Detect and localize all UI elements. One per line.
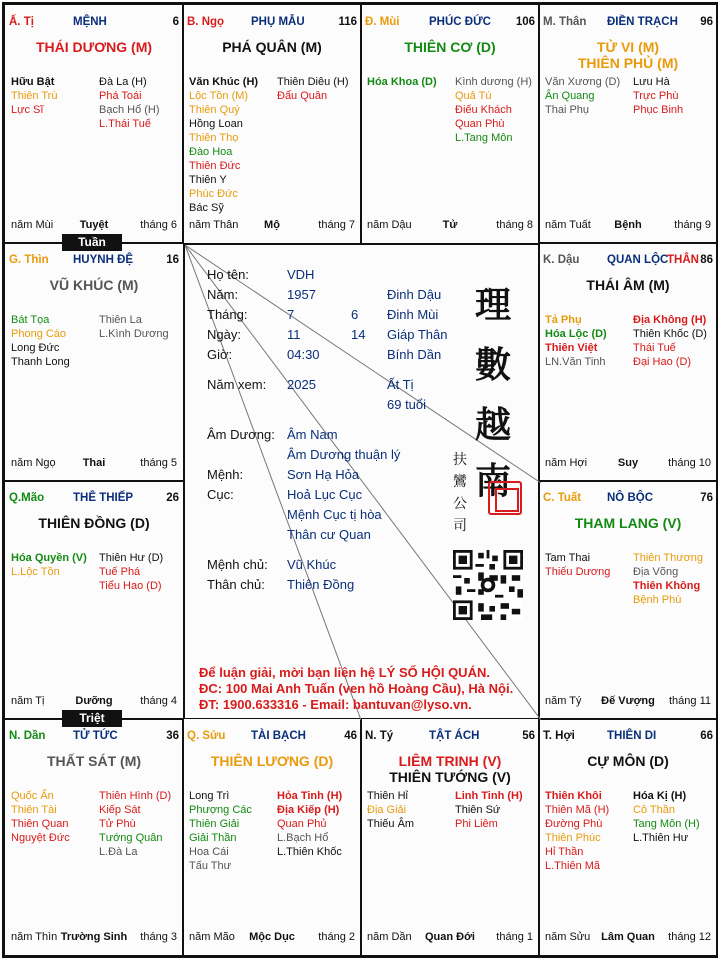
minor-star: Quả Tú	[455, 90, 492, 102]
than-marker: THÂN	[667, 254, 699, 266]
footer-year: năm Dần	[367, 931, 412, 943]
minor-star: Văn Xương (D)	[545, 76, 621, 88]
minor-star: Kiếp Sát	[99, 804, 141, 816]
minor-star: Hóa Kị (H)	[633, 790, 687, 802]
minor-star: L.Kình Dương	[99, 328, 169, 340]
hour-canchi: Bính Dần	[387, 347, 442, 362]
palace-hoi	[538, 718, 718, 956]
dai-han-number: 46	[344, 730, 357, 742]
minor-star: Thiên La	[99, 314, 142, 326]
minor-star: Bác Sỹ	[189, 202, 224, 214]
palace-ty	[360, 718, 540, 956]
year-value: 1957	[287, 287, 316, 302]
can-chi: Q.Mão	[9, 492, 45, 504]
dai-han-number: 66	[700, 730, 713, 742]
minor-star: Lộc Tồn (M)	[189, 90, 249, 102]
month-canchi: Đinh Mùi	[387, 307, 439, 322]
palace-ti	[4, 4, 184, 244]
palace-name: TỬ TỨC	[73, 730, 118, 742]
minor-star: Tướng Quân	[99, 832, 163, 844]
palace-header	[9, 254, 179, 270]
minor-star: Thai Phụ	[545, 104, 590, 116]
dai-han-number: 26	[166, 492, 179, 504]
can-chi: M. Thân	[543, 16, 587, 28]
minor-star: L.Đà La	[99, 846, 138, 858]
footer-year: năm Thân	[189, 219, 239, 231]
menh-label: Mệnh:	[207, 467, 244, 482]
minor-star: Đà La (H)	[99, 76, 147, 88]
minor-star: Phá Toái	[99, 90, 142, 102]
minor-star: Thái Tuế	[633, 342, 676, 354]
footer-stage: Mộc Dục	[249, 931, 295, 943]
minor-stars-left	[367, 75, 437, 89]
palace-footer	[189, 931, 355, 945]
minor-star: Đẩu Quân	[277, 90, 328, 102]
palace-footer	[367, 931, 533, 945]
palace-header	[187, 16, 357, 32]
cuc-value: Hoả Lục Cục	[287, 487, 363, 502]
palace-tuat	[538, 480, 718, 720]
minor-star: Hỉ Thần	[545, 846, 584, 858]
logo-char-1: 理	[475, 284, 512, 326]
minor-star: Thiên Diêu (H)	[277, 76, 349, 88]
palace-footer	[367, 219, 533, 233]
minor-star: Phục Binh	[633, 104, 684, 116]
footer-month: tháng 10	[668, 457, 711, 469]
minor-star: Hồng Loan	[189, 118, 243, 130]
main-star: THÁI ÂM (M)	[586, 277, 670, 293]
menhchu-label: Mệnh chủ:	[207, 557, 268, 572]
minor-star: Nguyệt Đức	[11, 832, 70, 844]
menhchu-value: Vũ Khúc	[287, 557, 337, 572]
view-year-canchi: Ất Tị	[387, 377, 414, 392]
footer-year: năm Dậu	[367, 219, 412, 231]
main-stars	[539, 39, 717, 71]
amduong-value: Âm Nam	[287, 427, 338, 442]
minor-star: Đào Hoa	[189, 146, 233, 158]
palace-header	[543, 730, 713, 746]
minor-star: Địa Kiếp (H)	[277, 804, 340, 816]
palace-footer	[545, 457, 711, 471]
minor-star: Lưu Hà	[633, 76, 670, 88]
palace-header	[543, 16, 713, 32]
minor-star: Thiên Thọ	[189, 132, 239, 144]
hour-label: Giờ:	[207, 347, 233, 362]
view-year-value: 2025	[287, 377, 316, 392]
minor-star: Thanh Long	[11, 356, 70, 368]
minor-star: Thiên Thương	[633, 552, 704, 564]
minor-star: Tuế Phá	[99, 566, 141, 578]
minor-star: LN.Văn Tinh	[545, 356, 606, 368]
footer-stage: Đế Vượng	[601, 695, 655, 707]
palace-than	[538, 4, 718, 244]
footer-month: tháng 6	[140, 219, 177, 231]
minor-stars-left	[545, 551, 610, 579]
contact-line-1: Để luận giải, mời bạn liên hệ LÝ SỐ HỘI QUÁN.	[199, 665, 490, 680]
footer-month: tháng 1	[496, 931, 533, 943]
minor-star: Thiên Khôi	[545, 790, 602, 802]
footer-month: tháng 8	[496, 219, 533, 231]
minor-star: Thiên Không	[633, 580, 701, 592]
minor-star: Địa Không (H)	[633, 314, 707, 326]
main-stars	[5, 515, 183, 531]
palace-header	[9, 730, 179, 746]
day-label: Ngày:	[207, 327, 241, 342]
can-chi: B. Ngọ	[187, 16, 225, 28]
footer-year: năm Tị	[11, 695, 45, 707]
minor-star: Tử Phù	[99, 818, 136, 830]
cuc-label: Cục:	[207, 487, 234, 502]
footer-month: tháng 5	[140, 457, 177, 469]
dai-han-number: 86	[700, 254, 713, 266]
footer-month: tháng 12	[668, 931, 711, 943]
minor-star: L.Thiên Khốc	[277, 846, 342, 858]
main-star: THIÊN ĐỒNG (D)	[38, 515, 150, 531]
footer-stage: Quan Đới	[425, 931, 475, 943]
view-year-label: Năm xem:	[207, 377, 267, 392]
minor-stars-left	[11, 551, 87, 579]
hour-value: 04:30	[287, 347, 320, 362]
minor-star: Quan Phù	[455, 118, 505, 130]
minor-star: Thiên Khốc (D)	[633, 328, 707, 340]
footer-stage: Tuyệt	[79, 219, 109, 231]
footer-stage: Dưỡng	[75, 695, 113, 707]
minor-stars-left	[189, 75, 258, 215]
minor-star: Hóa Quyền (V)	[11, 552, 87, 564]
palace-footer	[11, 457, 177, 471]
main-star: CỰ MÔN (D)	[587, 753, 669, 769]
main-stars	[539, 753, 717, 769]
minor-star: Thiên Hỉ	[367, 790, 408, 802]
minor-star: Văn Khúc (H)	[189, 76, 259, 88]
minor-stars-right	[277, 789, 342, 859]
age-value: 69 tuổi	[387, 397, 427, 412]
minor-stars-left	[545, 75, 620, 117]
footer-stage: Thai	[82, 457, 106, 469]
palace-ngo	[182, 4, 362, 244]
minor-star: Tam Thai	[545, 552, 591, 564]
dai-han-number: 96	[700, 16, 713, 28]
main-star: THIÊN LƯƠNG (D)	[210, 753, 334, 769]
can-chi: Đ. Mùi	[365, 16, 400, 28]
minor-stars-right	[633, 551, 703, 607]
footer-month: tháng 7	[318, 219, 355, 231]
main-stars	[361, 753, 539, 785]
main-star: VŨ KHÚC (M)	[49, 277, 139, 293]
day-canchi: Giáp Thân	[387, 327, 448, 342]
minor-star: Thiên Hư (D)	[99, 552, 164, 564]
minor-star: Hóa Khoa (D)	[367, 76, 437, 88]
qr-code-icon[interactable]	[453, 550, 523, 620]
minor-star: Kình dương (H)	[455, 76, 532, 88]
minor-star: Giải Thần	[189, 832, 237, 844]
main-star: THÁI DƯƠNG (M)	[35, 39, 153, 55]
thanchu-label: Thân chủ:	[207, 577, 265, 592]
minor-star: Linh Tinh (H)	[455, 790, 523, 802]
minor-stars-right	[633, 75, 683, 117]
footer-year: năm Tuất	[545, 219, 591, 231]
main-stars	[539, 277, 717, 293]
footer-stage: Suy	[617, 457, 639, 469]
palace-header	[9, 16, 179, 32]
logo-side-text: 扶 鸞 公 司	[453, 452, 467, 534]
footer-year: năm Tý	[545, 695, 582, 707]
footer-stage: Bệnh	[614, 219, 642, 231]
minor-stars-right	[455, 75, 532, 145]
minor-star: Tấu Thư	[189, 860, 232, 872]
minor-star: Hóa Lộc (D)	[545, 328, 607, 340]
dai-han-number: 56	[522, 730, 535, 742]
minor-star: L.Bạch Hổ	[277, 832, 329, 844]
main-stars	[5, 277, 183, 293]
minor-star: Thiếu Dương	[545, 566, 611, 578]
day-lunar: 14	[351, 327, 366, 342]
palace-header	[9, 492, 179, 508]
main-stars	[183, 39, 361, 55]
palace-footer	[545, 695, 711, 709]
logo-char-2: 數	[475, 344, 512, 386]
minor-stars-right	[277, 75, 349, 103]
footer-stage: Trường Sinh	[60, 931, 128, 943]
palace-footer	[11, 219, 177, 233]
minor-star: Đại Hao (D)	[633, 356, 692, 368]
main-star: THIÊN CƠ (D)	[404, 39, 496, 55]
palace-suu	[182, 718, 362, 956]
palace-name: TÀI BẠCH	[251, 730, 306, 742]
minor-stars-right	[99, 75, 160, 131]
footer-stage: Tử	[442, 219, 458, 231]
tuvi-chart	[2, 2, 718, 958]
minor-star: Thiên Y	[189, 174, 227, 186]
year-canchi: Đinh Dậu	[387, 287, 442, 302]
main-star: THIÊN PHỦ (M)	[577, 55, 679, 71]
main-star: LIÊM TRINH (V)	[398, 753, 502, 769]
minor-star: L.Tang Môn	[455, 132, 513, 144]
minor-star: Tang Môn (H)	[633, 818, 700, 830]
amduong-label: Âm Dương:	[207, 427, 275, 442]
dai-han-number: 36	[166, 730, 179, 742]
footer-stage: Mộ	[264, 219, 280, 231]
dai-han-number: 106	[515, 16, 535, 28]
minor-stars-left	[367, 789, 414, 831]
menh-value: Sơn Hạ Hỏa	[287, 467, 360, 482]
palace-name: QUAN LỘC	[607, 254, 669, 266]
minor-star: Thiên Mã (H)	[545, 804, 610, 816]
minor-star: Hoa Cái	[189, 846, 229, 858]
can-chi: G. Thìn	[9, 254, 49, 266]
minor-star: Long Trì	[189, 790, 230, 802]
minor-star: Tả Phụ	[545, 314, 582, 326]
month-lunar: 6	[351, 307, 359, 322]
main-stars	[183, 753, 361, 769]
minor-star: Lực Sĩ	[11, 104, 44, 116]
minor-star: Thiên Việt	[545, 342, 598, 354]
amduong-note: Âm Dương thuận lý	[287, 447, 401, 462]
minor-star: Trực Phù	[633, 90, 679, 102]
minor-star: Tiểu Hao (D)	[99, 580, 162, 592]
main-star: PHÁ QUÂN (M)	[222, 39, 322, 55]
main-star: THAM LANG (V)	[574, 515, 682, 531]
minor-star: L.Thiên Mã	[545, 860, 601, 872]
minor-star: Thiên Hình (D)	[99, 790, 172, 802]
logo-char-4: 南	[475, 460, 512, 502]
minor-star: Long Đức	[11, 342, 60, 354]
minor-star: Thiên Giải	[189, 818, 240, 830]
year-label: Năm:	[207, 287, 239, 302]
palace-footer	[545, 931, 711, 945]
palace-footer	[189, 219, 355, 233]
palace-name: ĐIỀN TRẠCH	[607, 16, 678, 28]
footer-month: tháng 11	[668, 695, 711, 707]
minor-star: Thiên Quan	[11, 818, 69, 830]
palace-mao	[4, 480, 184, 720]
minor-star: L.Thái Tuế	[99, 118, 151, 130]
minor-star: Thiên Quý	[189, 104, 240, 116]
minor-star: L.Thiên Hư	[633, 832, 689, 844]
palace-name: TẬT ÁCH	[429, 730, 480, 742]
main-stars	[5, 39, 183, 55]
center-info-panel	[184, 244, 540, 719]
palace-header	[543, 492, 713, 508]
can-chi: C. Tuất	[543, 492, 582, 504]
main-star: THIÊN TƯỚNG (V)	[389, 769, 511, 785]
palace-footer	[11, 931, 177, 945]
thanchu-value: Thiên Đồng	[287, 577, 355, 592]
month-value: 7	[287, 307, 295, 322]
footer-month: tháng 3	[140, 931, 177, 943]
palace-name: MỆNH	[73, 16, 107, 28]
can-chi: Ấ. Tị	[9, 16, 34, 28]
palace-header	[187, 730, 357, 746]
minor-star: Thiếu Âm	[367, 818, 415, 830]
red-seal-stamp	[488, 481, 522, 515]
month-label: Tháng:	[207, 307, 248, 322]
footer-year: năm Ngọ	[11, 457, 56, 469]
minor-star: Thiên Sứ	[455, 804, 501, 816]
logo-char-3: 越	[475, 404, 512, 446]
minor-stars-left	[545, 789, 609, 873]
main-star: TỬ VI (M)	[596, 39, 660, 55]
footer-year: năm Sửu	[545, 931, 591, 943]
can-chi: T. Hợi	[543, 730, 575, 742]
footer-month: tháng 4	[140, 695, 177, 707]
palace-name: PHỤ MẪU	[251, 16, 305, 28]
dai-han-number: 16	[166, 254, 179, 266]
minor-stars-right	[633, 313, 707, 369]
palace-header	[543, 254, 713, 270]
minor-stars-left	[11, 75, 57, 117]
minor-star: Phúc Đức	[189, 188, 238, 200]
minor-stars-right	[633, 789, 700, 845]
minor-star: Hữu Bật	[11, 76, 55, 88]
minor-star: Địa Võng	[633, 566, 679, 578]
contact-address: ĐC: 100 Mai Anh Tuấn (ven hồ Hoàng Cầu), Hà Nội.	[199, 681, 514, 696]
main-stars	[5, 753, 183, 769]
palace-footer	[11, 695, 177, 709]
minor-star: Bệnh Phù	[633, 594, 682, 606]
minor-stars-left	[11, 789, 70, 845]
minor-star: Địa Giải	[367, 804, 407, 816]
minor-star: Bát Tọa	[11, 314, 50, 326]
palace-header	[365, 730, 535, 746]
minor-star: Thiên Đức	[189, 160, 241, 172]
minor-stars-right	[455, 789, 523, 831]
name-label: Họ tên:	[207, 267, 249, 282]
minor-stars-left	[189, 789, 252, 873]
minor-stars-left	[11, 313, 70, 369]
minor-star: Ân Quang	[545, 90, 595, 102]
tuan-marker: Tuần	[62, 234, 122, 251]
palace-name: THÊ THIẾP	[73, 492, 134, 504]
palace-dau	[538, 242, 718, 482]
palace-thin	[4, 242, 184, 482]
dai-han-number: 6	[172, 16, 179, 28]
minor-star: Quan Phủ	[277, 818, 327, 830]
can-chi: N. Tý	[365, 730, 394, 742]
can-chi: N. Dần	[9, 730, 46, 742]
footer-month: tháng 9	[674, 219, 711, 231]
minor-star: Điếu Khách	[455, 104, 512, 116]
palace-header	[365, 16, 535, 32]
palace-footer	[545, 219, 711, 233]
palace-dan	[4, 718, 184, 956]
main-stars	[539, 515, 717, 531]
minor-stars-right	[99, 789, 171, 859]
palace-name: NÔ BỘC	[607, 492, 653, 504]
name-value: VDH	[287, 267, 315, 282]
palace-mui	[360, 4, 540, 244]
main-star: THẤT SÁT (M)	[46, 753, 142, 769]
footer-month: tháng 2	[318, 931, 355, 943]
day-value: 11	[287, 327, 301, 342]
minor-star: Thiên Tài	[11, 804, 57, 816]
minor-star: Hỏa Tinh (H)	[277, 790, 343, 802]
minor-stars-left	[545, 313, 607, 369]
minor-star: Phượng Các	[189, 804, 252, 816]
footer-year: năm Mão	[189, 931, 235, 943]
minor-star: L.Lộc Tồn	[11, 566, 60, 578]
footer-year: năm Hợi	[545, 457, 588, 469]
can-chi: K. Dậu	[543, 254, 580, 266]
can-chi: Q. Sửu	[187, 730, 226, 742]
dai-han-number: 76	[700, 492, 713, 504]
minor-stars-right	[99, 551, 163, 593]
minor-star: Phong Cáo	[11, 328, 67, 340]
footer-year: năm Thìn	[11, 931, 58, 943]
palace-name: THIÊN DI	[607, 730, 657, 742]
than-cu-note: Thân cư Quan	[287, 527, 371, 542]
main-stars	[361, 39, 539, 55]
footer-stage: Lâm Quan	[601, 931, 655, 943]
triet-marker: Triệt	[62, 710, 122, 727]
minor-star: Quốc Ấn	[11, 790, 54, 802]
cuc-note: Mệnh Cục tị hòa	[287, 507, 382, 522]
minor-star: Bạch Hổ (H)	[99, 104, 160, 116]
palace-name: PHÚC ĐỨC	[429, 16, 491, 28]
minor-star: Thiên Trù	[11, 90, 58, 102]
minor-star: Phi Liêm	[455, 818, 498, 830]
footer-year: năm Mùi	[11, 219, 54, 231]
minor-star: Cô Thần	[633, 804, 675, 816]
contact-phone-email: ĐT: 1900.633316 - Email: bantuvan@lyso.vn.	[199, 697, 472, 712]
palace-name: HUYNH ĐỆ	[73, 254, 134, 266]
minor-stars-right	[99, 313, 169, 341]
dai-han-number: 116	[338, 16, 357, 28]
minor-star: Thiên Phúc	[545, 832, 601, 844]
minor-star: Đường Phù	[545, 818, 603, 830]
